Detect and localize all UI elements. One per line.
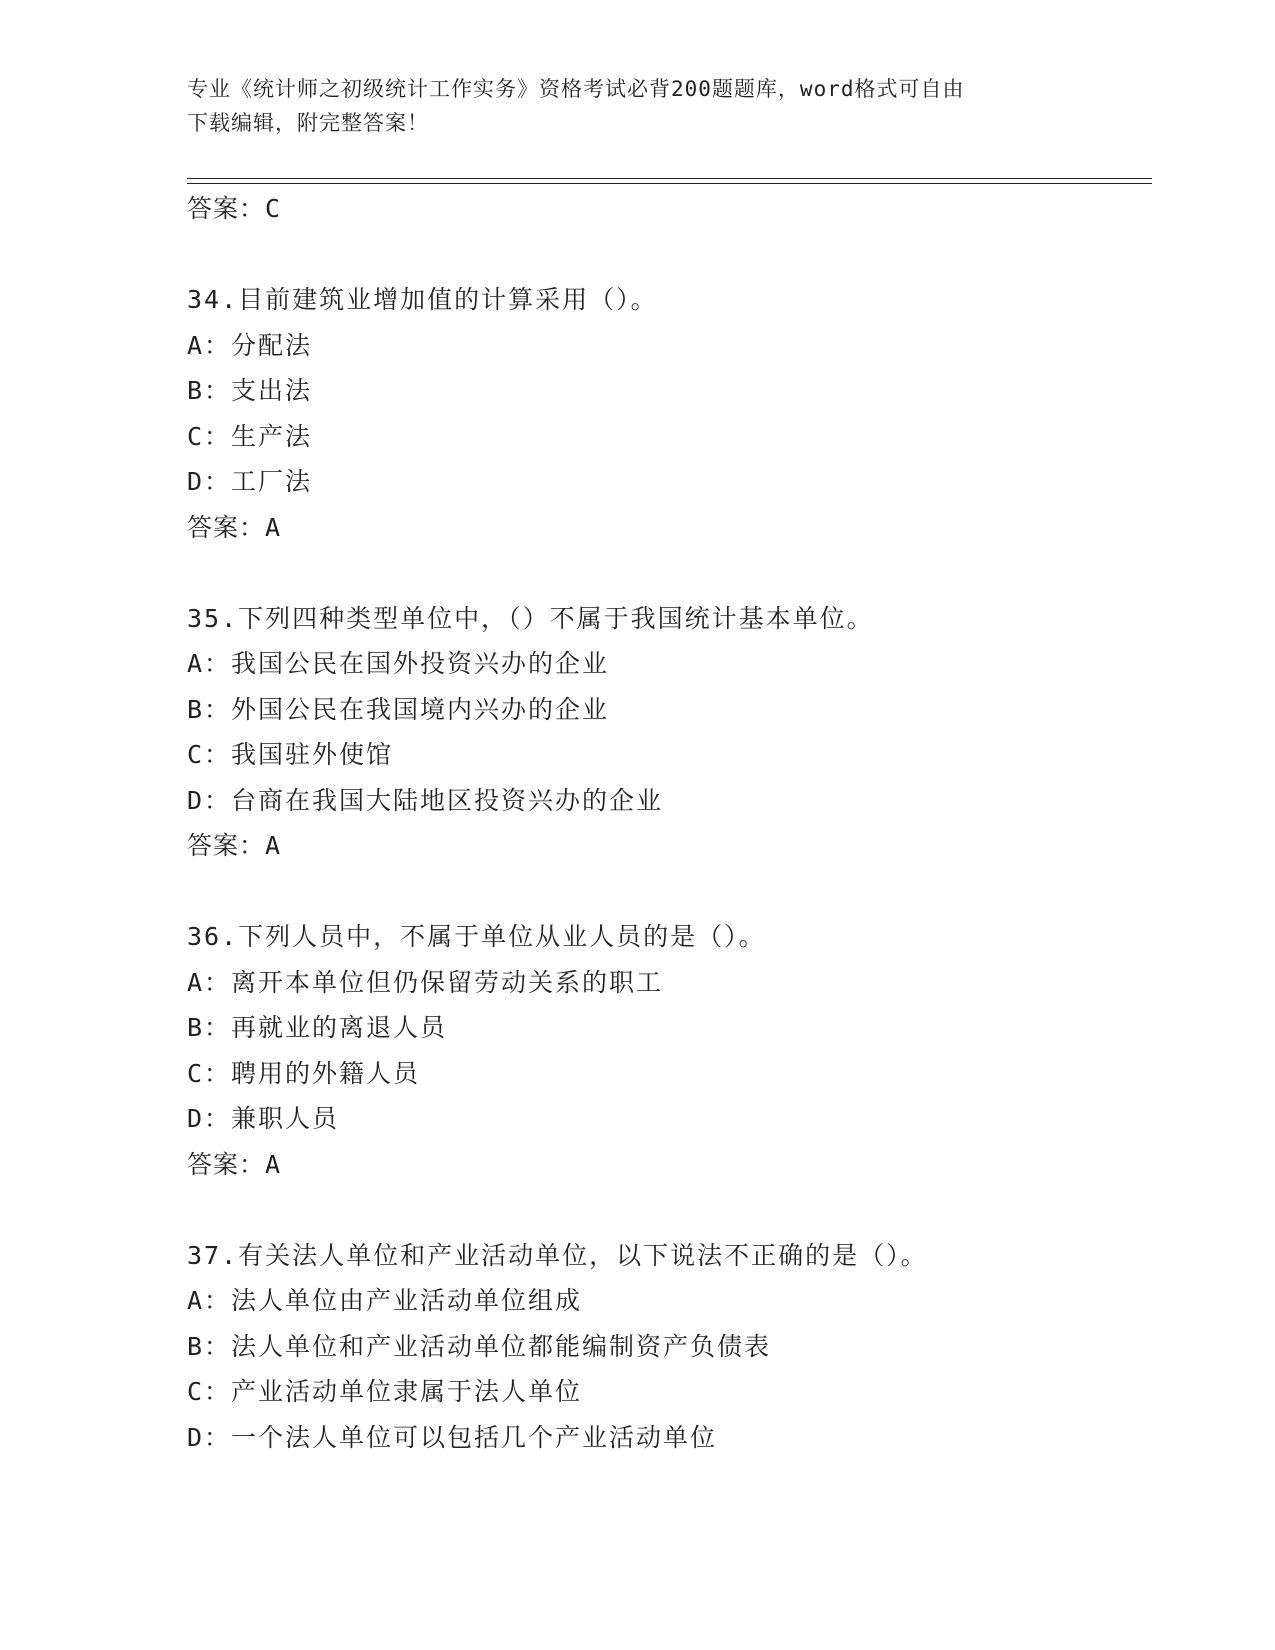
option-d: D：台商在我国大陆地区投资兴办的企业 xyxy=(187,785,664,815)
option-b: B：支出法 xyxy=(187,376,313,405)
answer-line xyxy=(187,1142,1152,1188)
answer-label: 答案： xyxy=(187,512,266,542)
answer-label: 答案： xyxy=(187,194,266,223)
answer-line-q33 xyxy=(187,186,1152,232)
spacer xyxy=(187,232,1152,278)
option-b: B：再就业的离退人员 xyxy=(187,1013,448,1042)
question-stem: 35.下列四种类型单位中，（）不属于我国统计基本单位。 xyxy=(187,603,874,633)
page-header xyxy=(187,72,1087,140)
option-a: A：分配法 xyxy=(187,330,313,360)
question-35 xyxy=(187,596,1152,869)
option-d: D：工厂法 xyxy=(187,467,313,496)
option-c: C：我国驻外使馆 xyxy=(187,740,394,769)
question-list xyxy=(187,186,1152,1460)
option-b: B：外国公民在我国境内兴办的企业 xyxy=(187,694,610,724)
answer-label: 答案： xyxy=(187,1149,266,1179)
question-stem: 34.目前建筑业增加值的计算采用（）。 xyxy=(187,285,658,314)
spacer xyxy=(187,869,1152,915)
answer-value: C xyxy=(265,194,282,223)
option-b: B：法人单位和产业活动单位都能编制资产负债表 xyxy=(187,1331,772,1361)
answer-value: A xyxy=(265,831,282,860)
header-divider-bottom xyxy=(187,183,1152,184)
question-stem: 36.下列人员中，不属于单位从业人员的是（）。 xyxy=(187,922,766,951)
option-c: C：聘用的外籍人员 xyxy=(187,1058,421,1088)
question-36 xyxy=(187,914,1152,1187)
answer-value: A xyxy=(265,512,282,542)
question-34 xyxy=(187,277,1152,550)
answer-line xyxy=(187,505,1152,551)
option-c: C：生产法 xyxy=(187,421,313,451)
header-divider-top xyxy=(187,178,1152,179)
answer-value: A xyxy=(265,1149,282,1179)
header-title-line-1: 专业《统计师之初级统计工作实务》资格考试必背200题题库，word格式可自由 xyxy=(187,77,965,101)
spacer xyxy=(187,550,1152,596)
question-37 xyxy=(187,1233,1152,1461)
header-title-line-2: 下载编辑，附完整答案！ xyxy=(187,111,429,135)
answer-label: 答案： xyxy=(187,831,266,860)
option-d: D：一个法人单位可以包括几个产业活动单位 xyxy=(187,1422,718,1452)
option-d: D：兼职人员 xyxy=(187,1104,340,1133)
option-a: A：离开本单位但仍保留劳动关系的职工 xyxy=(187,967,664,997)
option-c: C：产业活动单位隶属于法人单位 xyxy=(187,1377,583,1406)
option-a: A：我国公民在国外投资兴办的企业 xyxy=(187,649,610,678)
answer-line xyxy=(187,823,1152,869)
option-a: A：法人单位由产业活动单位组成 xyxy=(187,1286,583,1315)
spacer xyxy=(187,1187,1152,1233)
question-stem: 37.有关法人单位和产业活动单位，以下说法不正确的是（）。 xyxy=(187,1240,928,1270)
